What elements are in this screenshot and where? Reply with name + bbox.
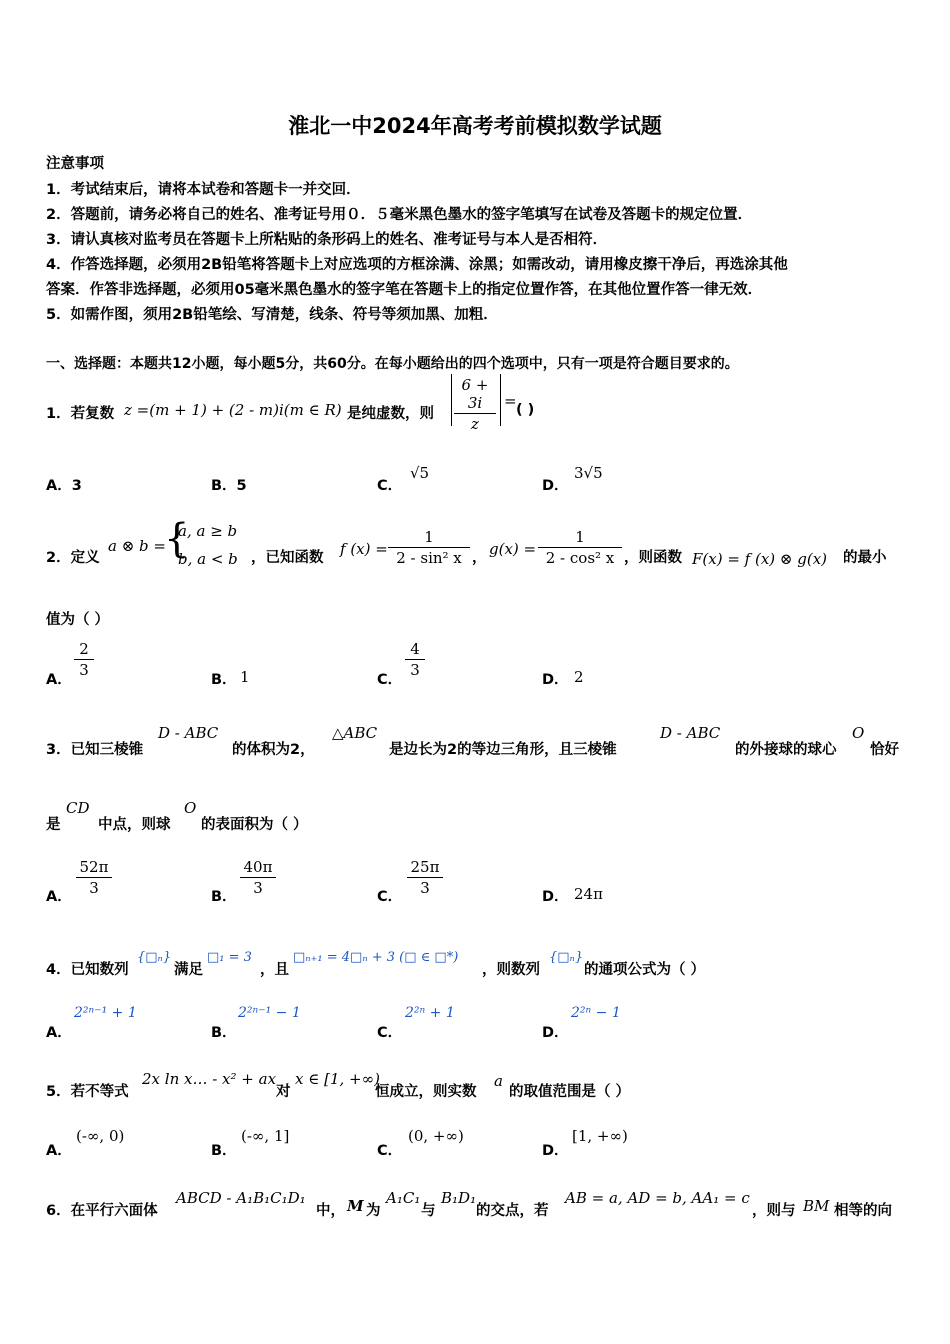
q3-option-d: D． xyxy=(542,889,569,905)
q2-option-b-value: 1 xyxy=(240,668,250,686)
q2-option-a: A． xyxy=(46,672,72,688)
q6-stem: 6．在平行六面体 xyxy=(46,1203,158,1219)
q5-stem: 的取值范围是（ ） xyxy=(509,1084,631,1100)
q2-option-a-num: 2 xyxy=(79,640,89,658)
q1-expression: z =(m + 1) + (2 - m)i(m ∈ R) xyxy=(124,401,342,419)
page-title: 淮北一中2024年高考考前模拟数学试题 xyxy=(288,114,662,138)
q1-stem-mid: 是纯虚数，则 xyxy=(347,406,434,422)
q1-option-d-value: 3√5 xyxy=(574,464,603,482)
q4-stem: 的通项公式为（ ） xyxy=(584,962,706,978)
q3-expr: O xyxy=(184,799,197,817)
q2-stem-prefix: 2．定义 xyxy=(46,550,100,566)
q5-stem: 对 xyxy=(276,1084,291,1100)
q6-stem: 与 xyxy=(421,1203,436,1219)
q2-option-c-fraction xyxy=(405,640,425,679)
q5-option-a-value: (-∞, 0) xyxy=(76,1127,125,1145)
q6-stem: 为 xyxy=(366,1203,381,1219)
q6-stem: 相等的向 xyxy=(834,1203,892,1219)
q2-stem-line2: 值为（ ） xyxy=(46,612,110,628)
fraction-bar xyxy=(240,877,276,878)
fraction-bar xyxy=(76,877,112,878)
q3-stem: 恰好 xyxy=(870,742,899,758)
q3-expr: △ABC xyxy=(332,724,378,742)
left-brace-symbol: { xyxy=(164,516,190,562)
q2-case-1: a, a ≥ b xyxy=(178,522,238,540)
q6-expr: B₁D₁ xyxy=(441,1189,477,1207)
notice-item: 答案．作答非选择题，必须用05毫米黑色墨水的签字笔在答题卡上的指定位置作答，在其他位置作答一律无效． xyxy=(46,282,763,298)
q3-option-b-fraction xyxy=(240,858,276,897)
q1-option-a: A．3 xyxy=(46,478,82,494)
q2-option-b: B． xyxy=(211,672,237,688)
q3-stem: 3．已知三棱锥 xyxy=(46,742,144,758)
q4-option-d: D． xyxy=(542,1025,569,1041)
q2-F-expression: F(x) = f (x) ⊗ g(x) xyxy=(692,550,828,568)
q4-option-b-value: 2²ⁿ⁻¹ − 1 xyxy=(238,1005,301,1021)
section-heading: 一、选择题：本题共12小题，每小题5分，共60分。在每小题给出的四个选项中，只有一项是符合题目要求的。 xyxy=(46,356,739,372)
q2-f-fraction xyxy=(388,528,470,567)
q3-expr: CD xyxy=(66,799,90,817)
q4-option-c: C． xyxy=(377,1025,403,1041)
q1-option-d: D． xyxy=(542,478,569,494)
q5-expr: 2x ln x… - x² + ax xyxy=(142,1070,277,1088)
q2-comma: ， xyxy=(472,550,487,566)
notice-item: 5．如需作图，须用2B铅笔绘、写清楚，线条、符号等须加黑、加粗． xyxy=(46,307,498,323)
q2-stem-end: 的最小 xyxy=(843,550,887,566)
q5-expr: x ∈ [1, +∞) xyxy=(295,1070,380,1088)
q5-stem: 5．若不等式 xyxy=(46,1084,129,1100)
q6-stem: 中， xyxy=(316,1203,345,1219)
q3-expr: D - ABC xyxy=(660,724,721,742)
notice-item: 2．答题前，请务必将自己的姓名、准考证号用０．５毫米黑色墨水的签字笔填写在试卷及答题卡的规定位置． xyxy=(46,207,753,223)
q6-expr: AB = a, AD = b, AA₁ = c xyxy=(565,1189,750,1207)
q2-option-a-fraction xyxy=(74,640,94,679)
notice-heading: 注意事项 xyxy=(46,156,104,172)
q2-stem-mid: ，已知函数 xyxy=(251,550,324,566)
q2-option-d-value: 2 xyxy=(574,668,584,686)
q5-expr: a xyxy=(494,1072,503,1090)
q5-option-b-value: (-∞, 1] xyxy=(241,1127,290,1145)
q3-stem: 是边长为2的等边三角形，且三棱锥 xyxy=(389,742,617,758)
q2-option-c-den: 3 xyxy=(410,661,420,679)
q1-frac-num: 6 + 3i xyxy=(461,376,489,412)
q3-stem: 的体积为2， xyxy=(232,742,315,758)
q1-eq: = xyxy=(504,392,517,410)
notice-item: 1．考试结束后，请将本试卷和答题卡一并交回． xyxy=(46,182,361,198)
q2-g-lhs: g(x) = xyxy=(489,540,537,558)
q6-stem: 的交点，若 xyxy=(476,1203,549,1219)
q6-expr: A₁C₁ xyxy=(386,1189,421,1207)
q1-answer-slot: ( ) xyxy=(516,402,535,418)
q1-fraction xyxy=(454,376,496,433)
q4-stem: ，则数列 xyxy=(482,962,540,978)
q3-stem: 是 xyxy=(46,817,61,833)
q2-stem-mid2: ，则函数 xyxy=(624,550,682,566)
q3-option-a: A． xyxy=(46,889,72,905)
fraction-bar xyxy=(388,547,470,548)
q5-option-d-value: [1, +∞) xyxy=(572,1127,628,1145)
q2-f-lhs: f (x) = xyxy=(340,540,388,558)
q3-stem: 的外接球的球心 xyxy=(735,742,837,758)
q5-stem: 恒成立，则实数 xyxy=(375,1084,477,1100)
notice-item: 4．作答选择题，必须用2B铅笔将答题卡上对应选项的方框涂满、涂黑；如需改动，请用橡皮擦干净后，再选涂其他 xyxy=(46,257,788,273)
q1-option-c: C． xyxy=(377,478,403,494)
q3-stem: 的表面积为（ ） xyxy=(201,817,308,833)
fraction-bar xyxy=(74,659,94,660)
fraction-bar xyxy=(454,413,496,414)
q5-option-d: D． xyxy=(542,1143,569,1159)
q2-case-2: b, a < b xyxy=(178,550,238,568)
q5-option-c: C． xyxy=(377,1143,403,1159)
fraction-bar xyxy=(405,659,425,660)
q4-option-a: A． xyxy=(46,1025,72,1041)
q2-def-lhs: a ⊗ b = xyxy=(108,537,166,555)
q1-option-c-value: √5 xyxy=(410,464,430,482)
q3-option-b-num: 40π xyxy=(243,858,273,876)
q4-expr: {□ₙ} xyxy=(549,950,584,965)
q6-expr: M xyxy=(347,1197,364,1215)
q2-f-den: 2 - sin² x xyxy=(396,549,462,567)
q3-option-b: B． xyxy=(211,889,237,905)
q3-option-c: C． xyxy=(377,889,403,905)
q3-option-c-den: 3 xyxy=(420,879,430,897)
q3-stem: 中点，则球 xyxy=(98,817,171,833)
q1-stem-prefix: 1．若复数 xyxy=(46,406,115,422)
q6-stem: ，则与 xyxy=(752,1203,796,1219)
q4-stem: 4．已知数列 xyxy=(46,962,129,978)
q1-option-b: B．5 xyxy=(211,478,247,494)
q4-expr: {□ₙ} xyxy=(137,950,172,965)
q3-option-b-den: 3 xyxy=(253,879,263,897)
q2-g-num: 1 xyxy=(575,528,585,546)
q3-option-c-fraction xyxy=(407,858,443,897)
q3-option-a-fraction xyxy=(76,858,112,897)
q5-option-b: B． xyxy=(211,1143,237,1159)
q4-stem: 满足 xyxy=(174,962,203,978)
q6-expr: ABCD - A₁B₁C₁D₁ xyxy=(176,1189,306,1207)
q3-expr: D - ABC xyxy=(158,724,219,742)
q4-stem: ，且 xyxy=(260,962,289,978)
q4-option-c-value: 2²ⁿ + 1 xyxy=(405,1005,455,1021)
q6-expr: BM xyxy=(803,1197,830,1215)
q3-option-d-value: 24π xyxy=(574,885,603,903)
q4-option-d-value: 2²ⁿ − 1 xyxy=(571,1005,621,1021)
q3-option-c-num: 25π xyxy=(410,858,440,876)
q1-frac-den: z xyxy=(471,415,479,433)
q2-option-d: D． xyxy=(542,672,569,688)
q2-option-c-num: 4 xyxy=(410,640,420,658)
q5-option-c-value: (0, +∞) xyxy=(408,1127,464,1145)
fraction-bar xyxy=(407,877,443,878)
q4-expr: □₁ = 3 xyxy=(207,950,252,965)
q5-option-a: A． xyxy=(46,1143,72,1159)
q2-f-num: 1 xyxy=(424,528,434,546)
q3-expr: O xyxy=(852,724,865,742)
q2-g-fraction xyxy=(538,528,622,567)
fraction-bar xyxy=(538,547,622,548)
q2-option-a-den: 3 xyxy=(79,661,89,679)
q4-option-a-value: 2²ⁿ⁻¹ + 1 xyxy=(74,1005,137,1021)
q4-option-b: B． xyxy=(211,1025,237,1041)
q4-expr: □ₙ₊₁ = 4□ₙ + 3 (□ ∈ □*) xyxy=(293,950,459,965)
q3-option-a-den: 3 xyxy=(89,879,99,897)
notice-item: 3．请认真核对监考员在答题卡上所粘贴的条形码上的姓名、准考证号与本人是否相符． xyxy=(46,232,608,248)
q3-option-a-num: 52π xyxy=(79,858,109,876)
q2-option-c: C． xyxy=(377,672,403,688)
q2-g-den: 2 - cos² x xyxy=(545,549,615,567)
